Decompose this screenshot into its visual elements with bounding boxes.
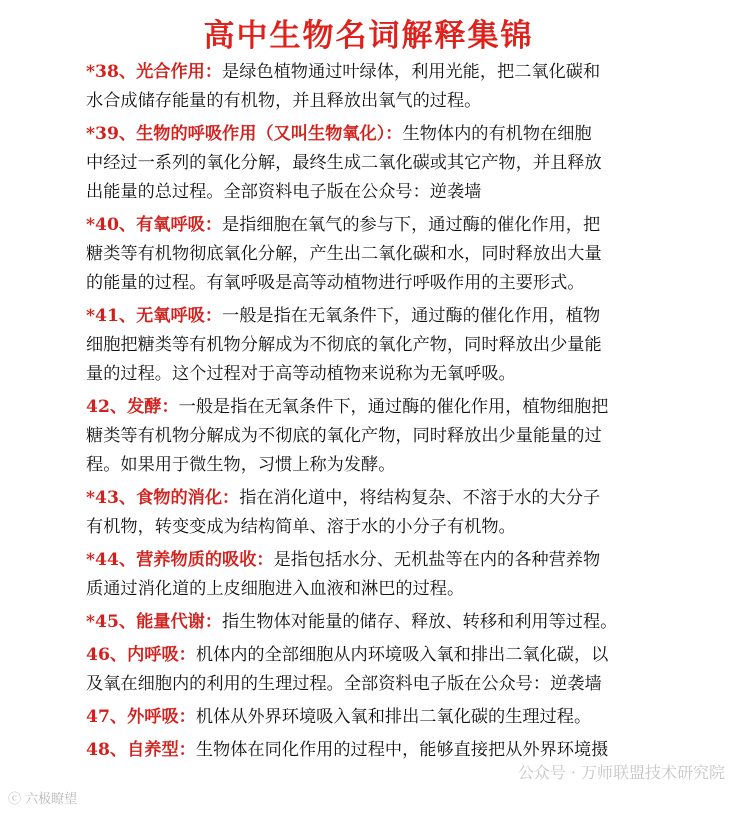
entry-continuation-line: 出能量的总过程。全部资料电子版在公众号：逆袭墙 — [86, 182, 482, 202]
entry-term: 42、发酵： — [86, 397, 179, 417]
entry-first-line — [86, 302, 713, 331]
entry-term: *45、能量代谢： — [86, 612, 223, 632]
entry-first-line — [86, 484, 713, 513]
glossary-entry — [86, 120, 713, 207]
entry-term: *41、无氧呼吸： — [86, 306, 223, 326]
entry-continuation-line: 量的过程。这个过程对于高等动植物来说称为无氧呼吸。 — [86, 364, 516, 384]
glossary-entry — [86, 58, 713, 116]
entry-definition: 生物体在同化作用的过程中，能够直接把从外界环境摄 — [195, 740, 609, 760]
entry-term: *38、光合作用： — [86, 62, 223, 82]
entry-term: *44、营养物质的吸收： — [86, 550, 274, 570]
entry-first-line — [86, 58, 713, 87]
entry-continuation-line: 中经过一系列的氧化分解，最终生成二氧化碳或其它产物，并且释放 — [86, 153, 602, 173]
glossary-entry — [86, 703, 713, 732]
entry-definition: 机体从外界环境吸入氧和排出二氧化碳的生理过程。 — [195, 707, 592, 727]
entry-first-line — [86, 393, 713, 422]
entry-first-line — [86, 703, 713, 732]
entry-definition: 一般是指在无氧条件下，通过酶的催化作用，植物细胞把 — [178, 397, 609, 417]
entry-first-line — [86, 608, 713, 637]
glossary-entry — [86, 393, 713, 480]
entry-continuation-line: 糖类等有机物分解成为不彻底的氧化产物，同时释放出少量能量的过 — [86, 426, 602, 446]
entry-definition: 机体内的全部细胞从内环境吸入氧和排出二氧化碳，以 — [195, 645, 609, 665]
entry-term: *39、生物的呼吸作用（又叫生物氧化）： — [86, 124, 403, 144]
entry-continuation-line: 程。如果用于微生物，习惯上称为发酵。 — [86, 455, 396, 475]
entry-definition: 一般是指在无氧条件下，通过酶的催化作用，植物 — [222, 306, 601, 326]
entry-first-line — [86, 120, 713, 149]
entry-continuation-line: 细胞把糖类等有机物分解成为不彻底的氧化产物，同时释放出少量能 — [86, 335, 602, 355]
entry-continuation-line: 糖类等有机物彻底氧化分解，产生出二氧化碳和水，同时释放出大量 — [86, 244, 602, 264]
entry-first-line — [86, 641, 713, 670]
entry-first-line — [86, 546, 713, 575]
glossary-list — [0, 58, 737, 765]
entry-continuation-line: 及氧在细胞内的利用的生理过程。全部资料电子版在公众号：逆袭墙 — [86, 674, 602, 694]
glossary-entry — [86, 211, 713, 298]
entry-definition: 是指包括水分、无机盐等在内的各种营养物 — [273, 550, 601, 570]
glossary-entry — [86, 546, 713, 604]
entry-continuation-line: 水合成储存能量的有机物，并且释放出氧气的过程。 — [86, 91, 482, 111]
entry-continuation-line: 有机物，转变变成为结构简单、溶于水的小分子有机物。 — [86, 517, 516, 537]
entry-definition: 指在消化道中，将结构复杂、不溶于水的大分子 — [239, 488, 601, 508]
entry-definition: 是指细胞在氧气的参与下，通过酶的催化作用，把 — [222, 215, 601, 235]
glossary-entry — [86, 641, 713, 699]
entry-definition: 指生物体对能量的储存、释放、转移和利用等过程。 — [222, 612, 618, 632]
entry-first-line — [86, 211, 713, 240]
entry-definition: 生物体内的有机物在细胞 — [402, 124, 592, 144]
entry-definition: 是绿色植物通过叶绿体，利用光能，把二氧化碳和 — [222, 62, 601, 82]
glossary-entry — [86, 484, 713, 542]
entry-term: 47、外呼吸： — [86, 707, 196, 727]
entry-term: *43、食物的消化： — [86, 488, 240, 508]
entry-continuation-line: 质通过消化道的上皮细胞进入血液和淋巴的过程。 — [86, 579, 465, 599]
entry-continuation-line: 的能量的过程。有氧呼吸是高等动植物进行呼吸作用的主要形式。 — [86, 273, 585, 293]
watermark-left: ⓒ 六极瞭望 — [8, 792, 78, 807]
entry-term: 46、内呼吸： — [86, 645, 196, 665]
entry-term: *40、有氧呼吸： — [86, 215, 223, 235]
glossary-entry — [86, 302, 713, 389]
entry-term: 48、自养型： — [86, 740, 196, 760]
page-title: 高中生物名词解释集锦 — [203, 18, 534, 54]
watermark-right: 公众号 · 万师联盟技术研究院 — [517, 763, 725, 782]
glossary-entry — [86, 608, 713, 637]
